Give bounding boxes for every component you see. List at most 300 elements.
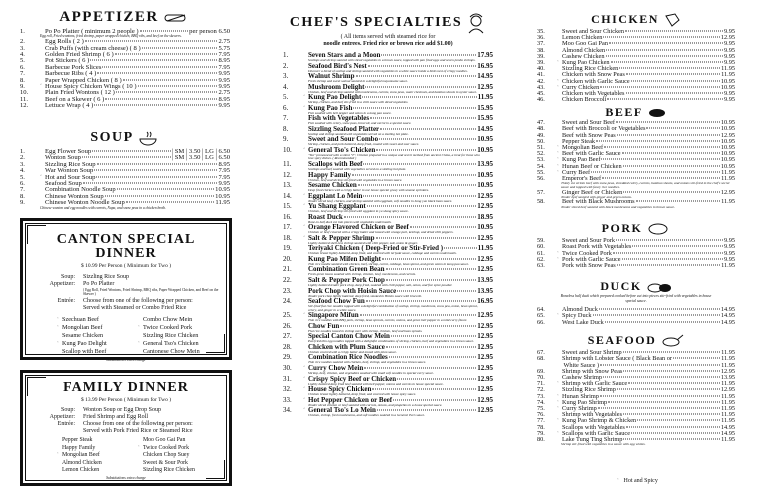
beef-section	[537, 106, 735, 209]
item-name: Sweet and Sour Pork	[562, 237, 615, 245]
item-name: ʿ Kung Pao Shrimp	[557, 398, 608, 406]
menu-item-row	[537, 263, 735, 269]
item-name: ʿ House Spicy Chicken Wings ( 10 )	[40, 82, 137, 90]
item-name: Special Canton Chow Mein	[308, 332, 390, 341]
canton-soup: Sizzling Rice Soup	[83, 274, 129, 280]
item-number: 52.	[537, 150, 545, 158]
item-price: 9.95	[218, 102, 230, 110]
item-price: 9.95	[723, 28, 735, 35]
item-price: 12.95	[477, 311, 493, 320]
item-number: 12.	[20, 102, 29, 110]
item-number: 4.	[283, 82, 289, 91]
dot-leader	[598, 407, 720, 408]
item-price: 12.95	[720, 131, 735, 139]
item-number: 7.	[20, 70, 25, 78]
dot-leader	[631, 432, 720, 433]
family-soup: Wonton Soup or Egg Drop Soup	[83, 407, 162, 413]
item-name: ʿ General Tso's Chicken	[303, 145, 376, 154]
item-number: 3.	[283, 72, 289, 81]
item-name: ʿ Twice Cooked Pork	[557, 249, 612, 257]
item-name: Almond Chicken	[562, 46, 606, 54]
item-name: ʿ Orange Flavored Chicken or Beef	[303, 223, 409, 232]
duck-list	[537, 307, 735, 326]
item-number: 79.	[537, 429, 545, 437]
item-price: 11.95	[721, 435, 735, 443]
item-price: 11.95	[721, 65, 735, 73]
item-description: Chicken, beef and shrimp stir-fried with eggplant in yu shang spicy sauce.	[308, 209, 409, 214]
dot-leader	[380, 128, 476, 129]
dot-leader	[370, 118, 476, 119]
item-number: 30.	[283, 363, 292, 372]
dinner-dish: Pepper Steak	[62, 437, 93, 443]
item-number: 75.	[537, 404, 545, 412]
chili-pepper-icon: ʿ	[557, 418, 559, 425]
dot-leader	[623, 191, 720, 192]
item-price: 14.95	[477, 72, 493, 81]
item-name: ʿ Pork with Garlic Sauce	[557, 255, 621, 263]
dot-leader	[367, 206, 477, 207]
dot-leader	[94, 170, 217, 171]
item-price: 11.95	[721, 168, 735, 176]
dot-leader	[603, 37, 719, 38]
item-name: Seven Stars and a Moon	[308, 51, 381, 59]
item-number: 66.	[537, 318, 545, 326]
family-dishes	[33, 437, 219, 475]
item-description: Shrimp, beef, chicken, and vegetables sautéed with small soft noodles in special curry sauce.	[308, 370, 434, 375]
item-description: Chicken breast lightly battered, deep fried, and covered with teriyaki sauce, cabbage and carrots underneath.	[308, 251, 457, 256]
item-number: 62.	[537, 255, 545, 263]
item-number: 33.	[283, 395, 292, 404]
chili-pepper-icon: ʿ	[303, 234, 306, 242]
chili-pepper-icon: ʿ	[57, 452, 59, 458]
item-description: Fresh green beans sautéed with shrimp, chicken, beef, mushrooms, and carrots.	[308, 272, 416, 277]
item-price: 10.95	[477, 223, 493, 232]
item-description: Deep fried chicken with a crispy batter in our house special gravy with sesame sprinkles.	[308, 188, 430, 193]
chicken-list	[537, 29, 735, 103]
dot-leader	[608, 401, 720, 402]
dot-leader	[616, 122, 720, 123]
chili-pepper-icon: ʿ	[303, 224, 306, 232]
dot-leader	[105, 98, 217, 99]
item-name: ʿ Hunan Shrimp	[557, 392, 599, 400]
dot-leader	[363, 195, 476, 196]
item-description: Lightly battered deep fried beef sautéed with bell pepper, onions and carrots in house special sauce.	[308, 381, 444, 386]
dot-leader	[94, 105, 217, 106]
dot-leader	[673, 358, 720, 359]
item-description: Lightly battered tender pork chop, deep fried, sautéed with chili pepper, salt, onion, and five spice powder.	[308, 283, 453, 288]
item-number: 29.	[283, 353, 292, 362]
item-number: 63.	[537, 262, 545, 269]
item-price: 11.95	[721, 392, 735, 400]
dinner-dish: Sesame Chicken	[62, 332, 104, 339]
lobster-icon	[660, 334, 684, 348]
item-price: 12.95	[477, 363, 493, 372]
canton-appetizer-note: ( Egg Roll, Fried Wontons, Fried Shrimp, BBQ ribs, Paper Wrapped Chicken, and Beef on the Skewer )	[83, 288, 219, 296]
dot-leader	[90, 60, 217, 61]
item-name: Seafood Bird's Nest	[308, 61, 367, 70]
dot-leader	[625, 31, 723, 32]
item-price: 14.95	[477, 124, 493, 133]
item-price: 10.95	[720, 77, 735, 85]
item-price: 8.95	[218, 57, 230, 65]
beef-title: BEEF	[605, 105, 643, 119]
dot-leader	[619, 68, 720, 69]
dot-leader	[626, 74, 720, 75]
item-number: 1.	[283, 51, 289, 59]
item-price: 10.95	[720, 144, 735, 151]
item-number: 38.	[537, 46, 545, 54]
dot-leader	[368, 65, 477, 66]
item-name: Sweet and Sour Beef	[562, 119, 615, 127]
item-number: 39.	[537, 52, 545, 60]
item-number: 45.	[537, 89, 545, 97]
item-description: Shrimp, chicken, and beef stir-fried in a chili sauce with diced vegetables.	[308, 100, 409, 105]
item-number: 12.	[283, 170, 292, 179]
chili-pepper-icon: ʿ	[557, 59, 559, 66]
chili-pepper-icon: ʿ	[557, 313, 559, 320]
item-number: 11.	[20, 95, 28, 103]
item-number: 22.	[283, 276, 292, 285]
chili-pepper-icon: ʿ	[303, 396, 306, 404]
item-name: Crab Puffs (with cream cheese) ( 8 )	[45, 44, 141, 52]
family-entree: Choose from one of the following per person:	[83, 421, 193, 427]
dot-leader	[140, 31, 189, 32]
item-price: 12.95	[477, 332, 493, 341]
canton-appetizer: Po Po Platter	[83, 281, 115, 287]
item-description: Chicken breast lightly battered, deep fried, and covered with house spicy sauce.	[308, 392, 417, 397]
item-number: 11.	[283, 160, 292, 169]
dinner-dish: Sizzling Rice Chicken	[143, 467, 195, 473]
chili-pepper-icon: ʿ	[557, 399, 559, 406]
dot-leader	[382, 258, 476, 259]
dot-leader	[617, 389, 720, 390]
appetizer-list	[18, 29, 230, 109]
dot-leader	[596, 140, 720, 141]
item-price: 11.95	[215, 199, 230, 207]
item-number: 58.	[537, 198, 545, 206]
item-name: West Lake Duck	[562, 318, 604, 326]
item-price: 12.95	[720, 188, 735, 196]
chili-pepper-icon: ʿ	[57, 325, 59, 331]
item-name: Fish with Vegetables	[308, 114, 370, 123]
item-price: 11.95	[721, 404, 735, 412]
dot-leader	[611, 61, 723, 62]
dot-leader	[96, 176, 217, 177]
item-price: 12.95	[720, 34, 735, 42]
item-number: 57.	[537, 188, 545, 196]
dot-leader	[85, 41, 218, 42]
item-description: Flat rice noodles tossed in shrimp over with shrimp, chicken, beef and bean sprouts.	[308, 328, 423, 333]
item-description: Fish sautéed with celery, snow peas, broccoli, and carrot in a special sauce.	[308, 121, 412, 126]
item-name: Beef on a Skewer ( 6 )	[45, 95, 105, 103]
chili-pepper-icon: ʿ	[57, 341, 59, 347]
item-name: Beef with Broccoli or Vegetables	[562, 125, 646, 133]
canton-special-dinner-box	[20, 218, 232, 360]
chili-pepper-icon: ʿ	[557, 145, 559, 151]
item-name: Wonton Soup	[45, 154, 81, 162]
dot-leader	[600, 395, 720, 396]
item-number: 28.	[283, 342, 292, 351]
dot-leader	[366, 301, 476, 302]
dot-leader	[386, 280, 476, 281]
canton-subtitle: $ 10.99 Per Person ( Minimum for Two )	[80, 263, 172, 269]
dot-leader	[393, 399, 476, 400]
item-name: Sizzling Rice Chicken	[562, 65, 619, 73]
item-price: | SM | 3.50 | LG | 6.50	[171, 148, 230, 155]
dot-leader	[617, 265, 720, 266]
chili-pepper-icon: ʿ	[557, 393, 559, 400]
item-number: 74.	[537, 398, 545, 406]
item-name: Barbecue Ribs ( 4 )	[45, 70, 97, 78]
item-number: 41.	[537, 71, 545, 79]
item-number: 36.	[537, 34, 545, 42]
item-name: Pork Chop with Hoisin Sauce	[308, 286, 397, 295]
item-price: 10.95	[720, 137, 735, 145]
item-number: 16.	[283, 212, 292, 221]
item-price: 9.95	[723, 237, 735, 245]
item-name: Sesame Chicken	[308, 181, 357, 190]
item-description: Chicken, shrimp, fresh mushrooms, and soft noodles sautéed in a General Tso's sauce.	[308, 413, 425, 418]
item-number: 20.	[283, 254, 292, 263]
chili-pepper-icon: ʿ	[303, 364, 306, 372]
dot-leader	[138, 85, 218, 86]
item-name: Golden Fried Shrimp ( 6 )	[45, 50, 114, 58]
dinner-dish: ʿ Twice Cooked Pork	[138, 324, 193, 331]
item-number: 2.	[20, 154, 25, 162]
dot-leader	[83, 182, 218, 183]
item-number: 76.	[537, 411, 545, 419]
item-number: 73.	[537, 392, 545, 400]
item-description: Chinese wonton and egg noodles with carrots, Napa, and snow peas in a chicken broth.	[40, 205, 167, 210]
dot-leader	[362, 97, 476, 98]
dot-leader	[601, 159, 719, 160]
item-number: 32.	[283, 385, 292, 394]
dot-leader	[637, 420, 720, 421]
item-price: 9.95	[218, 179, 230, 187]
item-price: 10.95	[477, 135, 493, 144]
item-name: Kung Pao Mifen Delight	[308, 254, 381, 263]
item-number: 4.	[20, 167, 25, 175]
item-name: Emperor's Beef	[562, 174, 602, 182]
dot-leader	[360, 315, 477, 316]
item-price: 7.95	[218, 173, 230, 181]
chili-pepper-icon: ʿ	[557, 169, 559, 176]
item-description: Pan fried thin egg noodles topped with a delightful combination of shrimp, chicken, beef and vegetables in a brown sauce.	[308, 339, 474, 344]
item-price: 5.75	[218, 44, 230, 52]
item-name: ʿ Kung Pao Delight	[303, 93, 362, 102]
chili-pepper-icon: ʿ	[557, 151, 559, 158]
item-price: 13.95	[720, 374, 735, 381]
chili-pepper-icon: ʿ	[303, 146, 306, 154]
item-number: 21.	[283, 265, 292, 274]
item-number: 65.	[537, 312, 545, 320]
item-price: 10.95	[720, 83, 735, 91]
item-name: Pork with Snow Peas	[562, 262, 616, 269]
dinner-dish: Scallop with Beef	[62, 348, 107, 355]
item-number: 7.	[283, 114, 289, 123]
dot-leader	[389, 357, 477, 358]
item-price: 10.95	[477, 145, 493, 154]
item-name: Beef with Black Mushrooms	[562, 198, 635, 206]
dot-leader	[605, 321, 720, 322]
dot-leader	[599, 309, 720, 310]
dinner-dish: ʿ Szechuan Beef	[57, 316, 99, 323]
cow-icon	[647, 107, 667, 119]
item-name: Lemon Chicken	[562, 34, 603, 42]
family-title: FAMILY DINNER	[63, 380, 189, 395]
dot-leader	[116, 92, 218, 93]
item-price: 11.95	[721, 361, 735, 369]
item-name: Lettuce Wrap ( 4 )	[45, 102, 94, 110]
item-number: 4.	[20, 50, 25, 58]
dot-leader	[622, 153, 720, 154]
item-price: 10.95	[720, 162, 735, 170]
item-number: 3.	[20, 160, 25, 168]
item-name: ʿ Hot and Sour Soup	[40, 173, 96, 181]
item-price: 14.95	[720, 312, 735, 320]
chefs-list	[283, 52, 493, 418]
pork-title: PORK	[601, 221, 643, 235]
dot-leader	[97, 73, 217, 74]
item-description: Chicken, beef and shrimp sautéed with mushrooms, carrots, snow peas, water chestnuts, and bamboo shoots in oyster sauce.	[308, 89, 477, 94]
item-name: Chinese Wonton Noodle Soup	[45, 199, 125, 207]
item-price: 12.95	[477, 82, 493, 91]
family-note: Substitutions extra charge	[106, 475, 146, 480]
item-name: Egg Flower Soup	[45, 148, 92, 155]
item-description: Fresh shrimp and sweet walnut sautéed in a delightful mayonnaise sauce.	[308, 79, 408, 84]
item-name: Salt & Pepper Pork Chop	[308, 276, 385, 285]
canton-note: Substitutions extra charge	[106, 358, 146, 362]
item-number: 47.	[537, 119, 545, 127]
item-name: Mushroom Delight	[308, 82, 365, 91]
dot-leader	[142, 47, 218, 48]
item-price: 12.95	[477, 202, 493, 211]
item-price: 11.95	[477, 93, 493, 102]
dot-leader	[410, 227, 476, 228]
item-name: Happy Family	[308, 170, 351, 179]
item-price: 12.95	[477, 265, 493, 274]
dot-leader	[126, 202, 215, 203]
dinner-dish: Sizzling Rice Chicken	[143, 332, 199, 339]
item-number: 54.	[537, 162, 545, 170]
item-price: 13.95	[477, 286, 493, 295]
appetizer-section	[18, 10, 230, 109]
dot-leader	[606, 49, 723, 50]
item-number: 61.	[537, 249, 545, 257]
dot-leader	[444, 248, 477, 249]
chili-pepper-icon: ʿ	[303, 386, 306, 394]
chili-pepper-icon: ʿ	[617, 478, 619, 484]
canton-dishes	[33, 316, 219, 356]
item-number: 69.	[537, 367, 545, 375]
item-name: ʿ Curry Chicken	[557, 83, 600, 91]
chili-pepper-icon: ʿ	[557, 250, 559, 257]
soup-title: SOUP	[90, 130, 134, 146]
item-price: 12.95	[720, 386, 735, 394]
item-price: 11.95	[721, 349, 735, 357]
item-number: 68.	[537, 355, 545, 363]
chili-pepper-icon: ʿ	[57, 317, 59, 323]
item-number: 39.	[537, 58, 545, 66]
item-price: 12.95	[477, 395, 493, 404]
item-number: 80.	[537, 435, 545, 443]
chili-pepper-icon: ʿ	[557, 430, 559, 437]
item-name: ʿ Kung Pao Chicken	[557, 58, 610, 66]
item-price: 7.95	[218, 50, 230, 58]
item-price: 11.95	[721, 174, 735, 182]
item-description: Stir-fried flat rice noodles topped with a delightful combination of scallop, shrimp, mushroom, snow pea, onion, bean sprout, celery, and ginger in a white sauce.	[308, 304, 478, 312]
item-description: Discover a blend of scallop and shrimp sautéed with vegetables in a white sauce inside a birds nest of crispy noodles.	[308, 68, 468, 73]
dot-leader	[353, 107, 476, 108]
item-name: ʿ Mongolian Beef	[557, 144, 604, 151]
pork-section	[537, 222, 735, 269]
dot-leader	[352, 174, 476, 175]
item-number: 14.	[283, 191, 292, 200]
item-price: 10.95	[477, 170, 493, 179]
item-description: Chicken covered with a crispy batter and tossed with plum sauce.	[308, 349, 397, 354]
rooster-icon	[663, 12, 681, 28]
item-description: Shrimp, chicken, and pork battered, deep fried, coated with sweet and sour sauce.	[308, 142, 420, 147]
family-appetizer: Fried Shrimp and Egg Roll	[83, 414, 148, 420]
pig-icon	[646, 222, 670, 236]
dinner-dish: ʿ Mongolian Beef	[57, 452, 100, 458]
item-number: 13.	[283, 181, 292, 190]
item-price: 12.95	[477, 385, 493, 394]
appetizer-label: Appetizer:	[49, 414, 75, 420]
dot-leader	[372, 389, 476, 390]
dot-leader	[356, 76, 477, 77]
item-name: Roast Duck	[308, 212, 343, 221]
item-name: ʿ Hunan Beef or Chicken	[557, 162, 622, 170]
chili-pepper-icon: ʿ	[138, 325, 140, 331]
item-price: 9.95	[218, 76, 230, 84]
dot-leader	[123, 79, 218, 80]
item-name: Teriyaki Chicken ( Deep-Fried or Stir-Fried )	[308, 244, 444, 253]
item-number: 67.	[537, 349, 545, 357]
item-number: 6.	[20, 63, 25, 71]
item-description: Scallop and shrimp sautéed with vegetables served on a sizzling hot plate.	[308, 131, 409, 136]
dot-leader	[632, 246, 723, 247]
dot-leader	[609, 43, 723, 44]
item-name: Ginger Beef or Chicken	[562, 188, 623, 196]
item-number: 49.	[537, 131, 545, 139]
item-number: 24.	[283, 297, 292, 306]
item-number: 8.	[20, 76, 25, 84]
item-price: 10.95	[215, 192, 230, 200]
item-name: Chicken with Snow Peas	[562, 71, 625, 79]
item-description: Bone-in half duck cut into pieces with vegetables underneath.	[308, 219, 392, 224]
item-number: 10.	[283, 145, 292, 154]
dot-leader	[600, 364, 720, 365]
item-price: 2.75	[218, 89, 230, 97]
item-number: 59.	[537, 237, 545, 245]
dot-leader	[379, 139, 476, 140]
item-price: 11.95	[721, 417, 735, 425]
duck-section	[537, 280, 735, 326]
item-number: 18.	[283, 233, 292, 242]
dot-leader	[391, 336, 476, 337]
chili-pepper-icon: ʿ	[557, 405, 559, 412]
dot-leader	[600, 86, 720, 87]
item-price: 7.95	[218, 63, 230, 71]
dot-leader	[386, 346, 476, 347]
family-entree-served: Served with Pork Fried Rice or Steamed Rice	[83, 428, 193, 434]
item-name: ʿ Kung Pao Beef	[557, 156, 601, 164]
item-price: 8.95	[218, 95, 230, 103]
dot-leader	[604, 147, 720, 148]
chili-pepper-icon: ʿ	[557, 157, 559, 164]
item-price: 16.95	[477, 61, 493, 70]
